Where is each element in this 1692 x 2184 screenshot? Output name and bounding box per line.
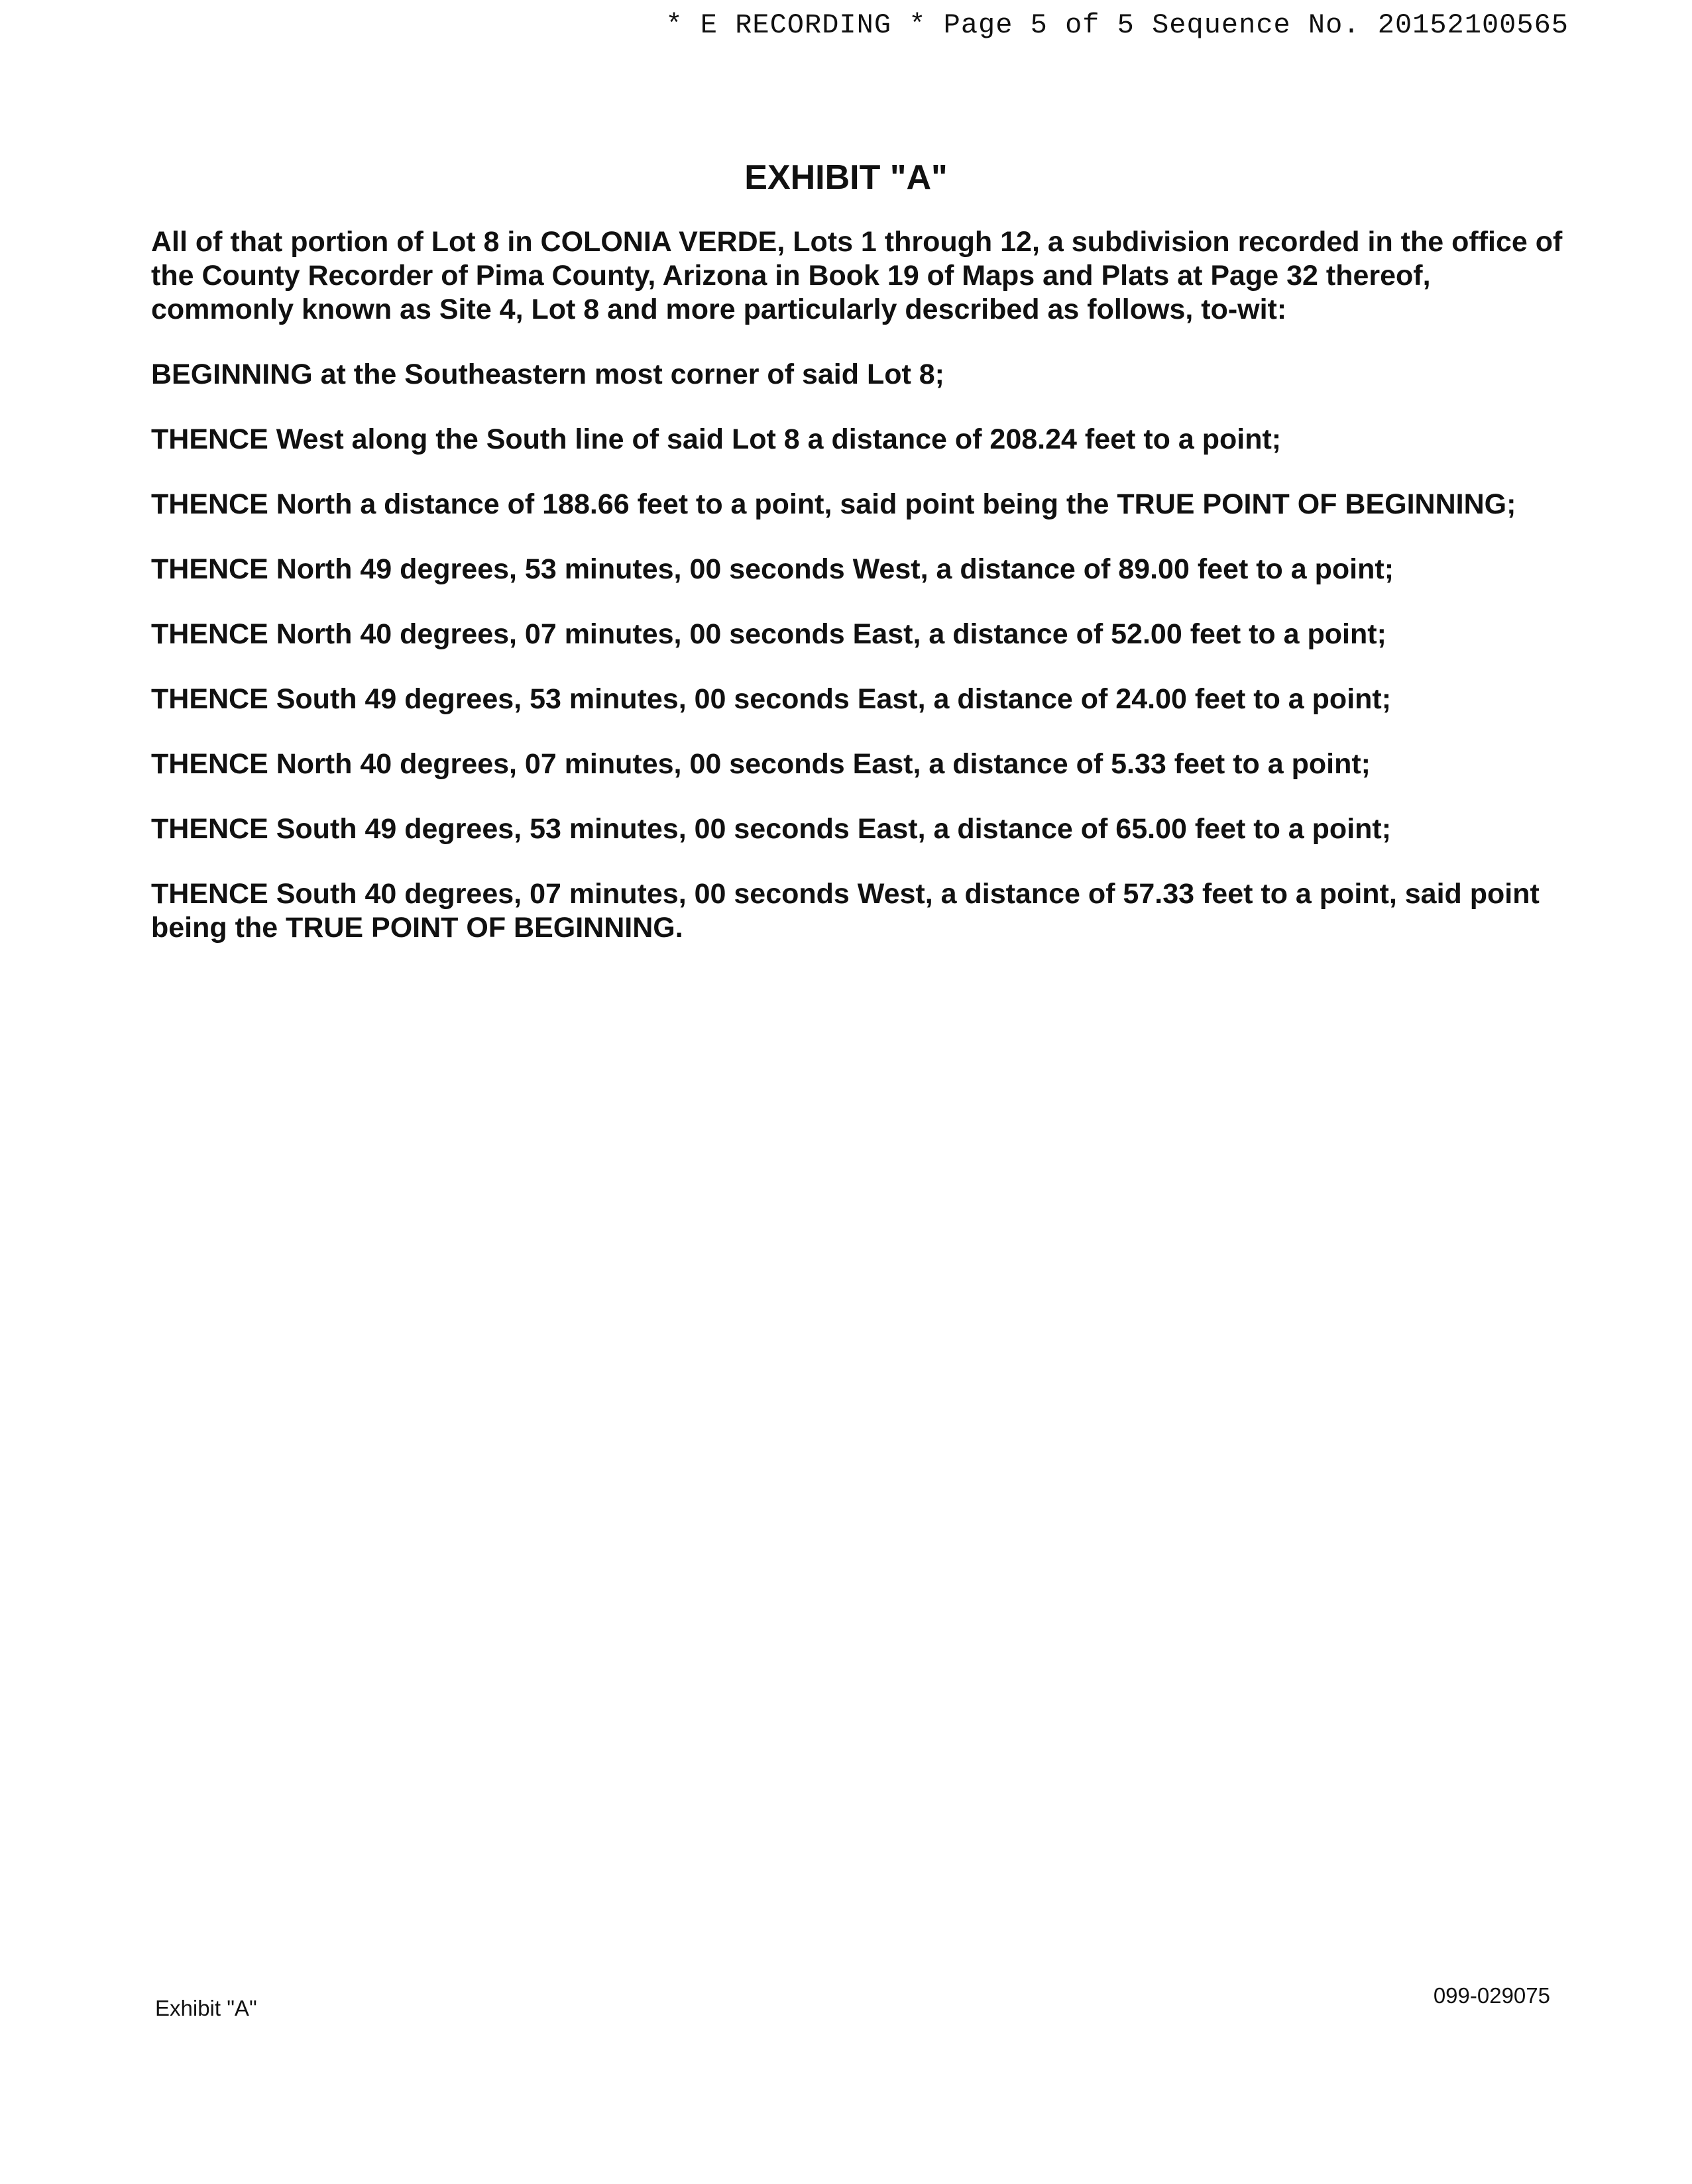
recording-header: * E RECORDING * Page 5 of 5 Sequence No. 20152100565 bbox=[665, 9, 1569, 41]
thence-paragraph-7: THENCE South 49 degrees, 53 minutes, 00 seconds East, a distance of 65.00 feet to a point; bbox=[151, 813, 1392, 845]
thence-paragraph-6: THENCE North 40 degrees, 07 minutes, 00 seconds East, a distance of 5.33 feet to a point; bbox=[151, 748, 1371, 780]
beginning-paragraph: BEGINNING at the Southeastern most corner of said Lot 8; bbox=[151, 358, 944, 390]
thence-paragraph-4: THENCE North 40 degrees, 07 minutes, 00 seconds East, a distance of 52.00 feet to a point; bbox=[151, 618, 1386, 650]
footer-exhibit-label: Exhibit "A" bbox=[155, 1996, 257, 2020]
thence-paragraph-1: THENCE West along the South line of said Lot 8 a distance of 208.24 feet to a point; bbox=[151, 423, 1282, 455]
intro-paragraph: All of that portion of Lot 8 in COLONIA VERDE, Lots 1 through 12, a subdivision recorded in the office of the County Recorder of Pima County, Arizona in Book 19 of Maps and Plats at Page 32 thereof, commonly known as Site 4, Lot 8 and more particularly described as follows, to-wit: bbox=[151, 226, 1563, 325]
thence-paragraph-3: THENCE North 49 degrees, 53 minutes, 00 seconds West, a distance of 89.00 feet to a point; bbox=[151, 553, 1394, 585]
footer-document-number: 099-029075 bbox=[1433, 1983, 1550, 2008]
legal-description bbox=[151, 225, 1563, 976]
thence-paragraph-8: THENCE South 40 degrees, 07 minutes, 00 seconds West, a distance of 57.33 feet to a point, said point being the TRUE POINT OF BEGINNING. bbox=[151, 878, 1540, 944]
thence-paragraph-5: THENCE South 49 degrees, 53 minutes, 00 seconds East, a distance of 24.00 feet to a point; bbox=[151, 683, 1392, 715]
thence-paragraph-2: THENCE North a distance of 188.66 feet to a point, said point being the TRUE POINT OF BEGINNING; bbox=[151, 488, 1516, 520]
page-title: EXHIBIT "A" bbox=[744, 158, 948, 197]
